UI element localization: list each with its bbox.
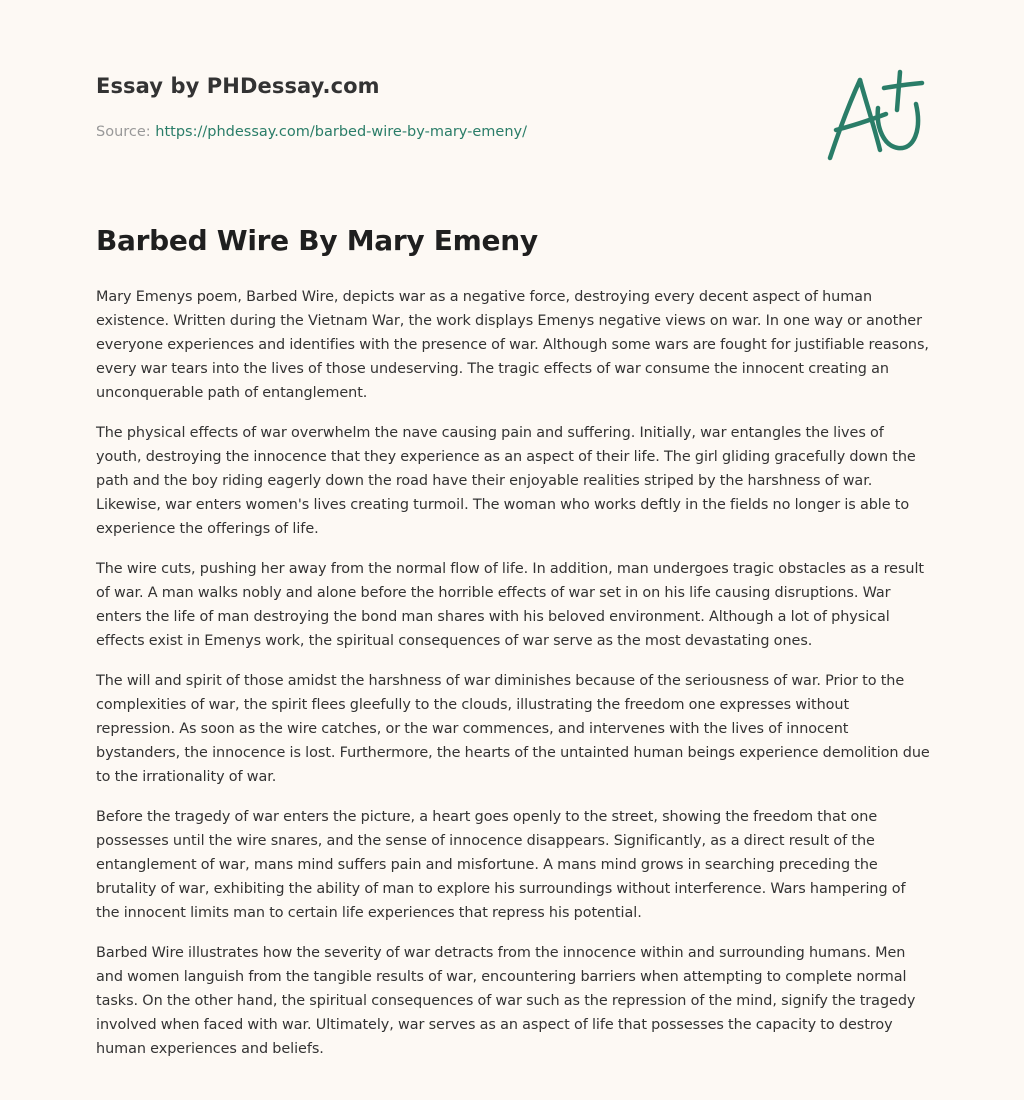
essay-body <box>96 285 932 1077</box>
essay-paragraph: The physical effects of war overwhelm the nave causing pain and suffering. Initially, war entangles the lives of youth, destroying the innocence that they experience as an aspect of their life. The girl gliding gracefully down the path and the boy riding eagerly down the road have their enjoyable realities striped by the harshness of war. Likewise, war enters women's lives creating turmoil. The woman who works deftly in the fields no longer is able to experience the offerings of life. <box>96 425 916 537</box>
brand-title: Essay by PHDessay.com <box>96 74 380 98</box>
page-header <box>96 74 926 140</box>
essay-paragraph: Mary Emenys poem, Barbed Wire, depicts war as a negative force, destroying every decent aspect of human existence. Written during the Vietnam War, the work displays Emenys negative views on war. In one way or another everyone experiences and identifies with the presence of war. Although some wars are fought for justifiable reasons, every war tears into the lives of those undeserving. The tragic effects of war consume the innocent creating an unconquerable path of entanglement. <box>96 289 929 401</box>
essay-paragraph: Barbed Wire illustrates how the severity of war detracts from the innocence within and surrounding humans. Men and women languish from the tangible results of war, encountering barriers when attempting to complete normal tasks. On the other hand, the spiritual consequences of war such as the repression of the mind, signify the tragedy involved when faced with war. Ultimately, war serves as an aspect of life that possesses the capacity to destroy human experiences and beliefs. <box>96 945 916 1057</box>
source-link[interactable]: https://phdessay.com/barbed-wire-by-mary-emeny/ <box>155 124 527 140</box>
essay-title: Barbed Wire By Mary Emeny <box>96 224 538 257</box>
a-plus-logo-icon <box>822 68 928 164</box>
essay-paragraph: Before the tragedy of war enters the picture, a heart goes openly to the street, showing the freedom that one possesses until the wire snares, and the sense of innocence disappears. Significantly, as a direct result of the entanglement of war, mans mind suffers pain and misfortune. A mans mind grows in searching preceding the brutality of war, exhibiting the ability of man to explore his surroundings without interference. Wars hampering of the innocent limits man to certain life experiences that repress his potential. <box>96 809 906 921</box>
source-label: Source: <box>96 124 156 140</box>
source-line <box>96 124 527 140</box>
essay-paragraph: The will and spirit of those amidst the harshness of war diminishes because of the seriousness of war. Prior to the complexities of war, the spirit flees gleefully to the clouds, illustrating the freedom one expresses without repression. As soon as the wire catches, or the war commences, and intervenes with the lives of innocent bystanders, the innocence is lost. Furthermore, the hearts of the untainted human beings experience demolition due to the irrationality of war. <box>96 673 930 785</box>
essay-paragraph: The wire cuts, pushing her away from the normal flow of life. In addition, man undergoes tragic obstacles as a result of war. A man walks nobly and alone before the horrible effects of war set in on his life causing disruptions. War enters the life of man destroying the bond man shares with his beloved environment. Although a lot of physical effects exist in Emenys work, the spiritual consequences of war serve as the most devastating ones. <box>96 561 925 649</box>
